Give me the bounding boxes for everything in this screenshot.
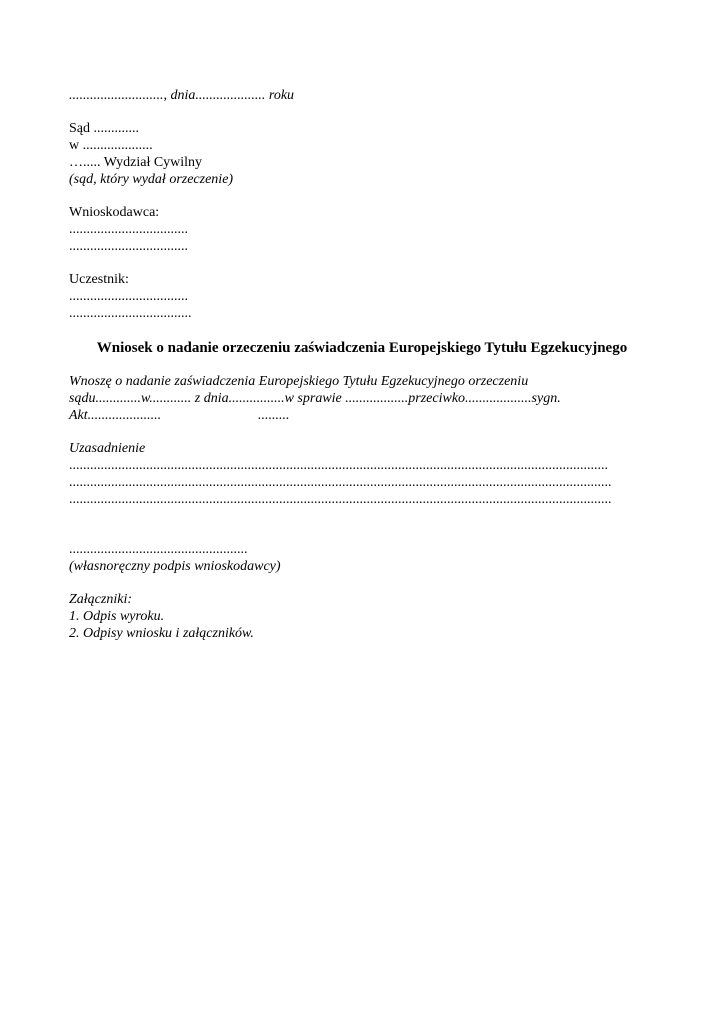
applicant-label: Wnioskodawca: xyxy=(69,205,160,220)
applicant-line: .................................. xyxy=(69,239,188,254)
case-number-dots: ......... xyxy=(258,408,290,423)
court-division-line: …..... Wydział Cywilny xyxy=(69,155,203,170)
justification-line: ........................................................................................................................................................... xyxy=(69,475,612,490)
signature-label: (własnoręczny podpis wnioskodawcy) xyxy=(69,559,281,574)
court-location-line: w .................... xyxy=(69,138,153,153)
court-note: (sąd, który wydał orzeczenie) xyxy=(69,172,234,187)
participant-line: ................................... xyxy=(69,306,192,321)
attachment-item: 2. Odpisy wniosku i załączników. xyxy=(69,626,254,641)
justification-line: ........................................................................................................................................................... xyxy=(69,492,612,507)
document-title: Wniosek o nadanie orzeczeniu zaświadczenia Europejskiego Tytułu Egzekucyjnego xyxy=(96,340,628,356)
attachment-item: 1. Odpis wyroku. xyxy=(69,609,165,624)
justification-line: .......................................................................................................................................................... xyxy=(69,458,608,473)
court-line: Sąd ............. xyxy=(69,121,139,136)
place-date-line: ..........................., dnia.................... roku xyxy=(69,88,295,103)
request-body-line: Wnoszę o nadanie zaświadczenia Europejskiego Tytułu Egzekucyjnego orzeczeniu xyxy=(69,374,529,389)
signature-line: ................................................... xyxy=(69,542,248,557)
attachments-label: Załączniki: xyxy=(69,592,132,607)
justification-label: Uzasadnienie xyxy=(69,441,146,456)
applicant-line: .................................. xyxy=(69,222,188,237)
request-body-line: sądu.............w............ z dnia................w sprawie ..................przeciwko...................sygn. xyxy=(69,391,561,406)
case-number-label: Akt..................... xyxy=(69,408,162,423)
participant-line: .................................. xyxy=(69,289,188,304)
participant-label: Uczestnik: xyxy=(69,272,129,287)
